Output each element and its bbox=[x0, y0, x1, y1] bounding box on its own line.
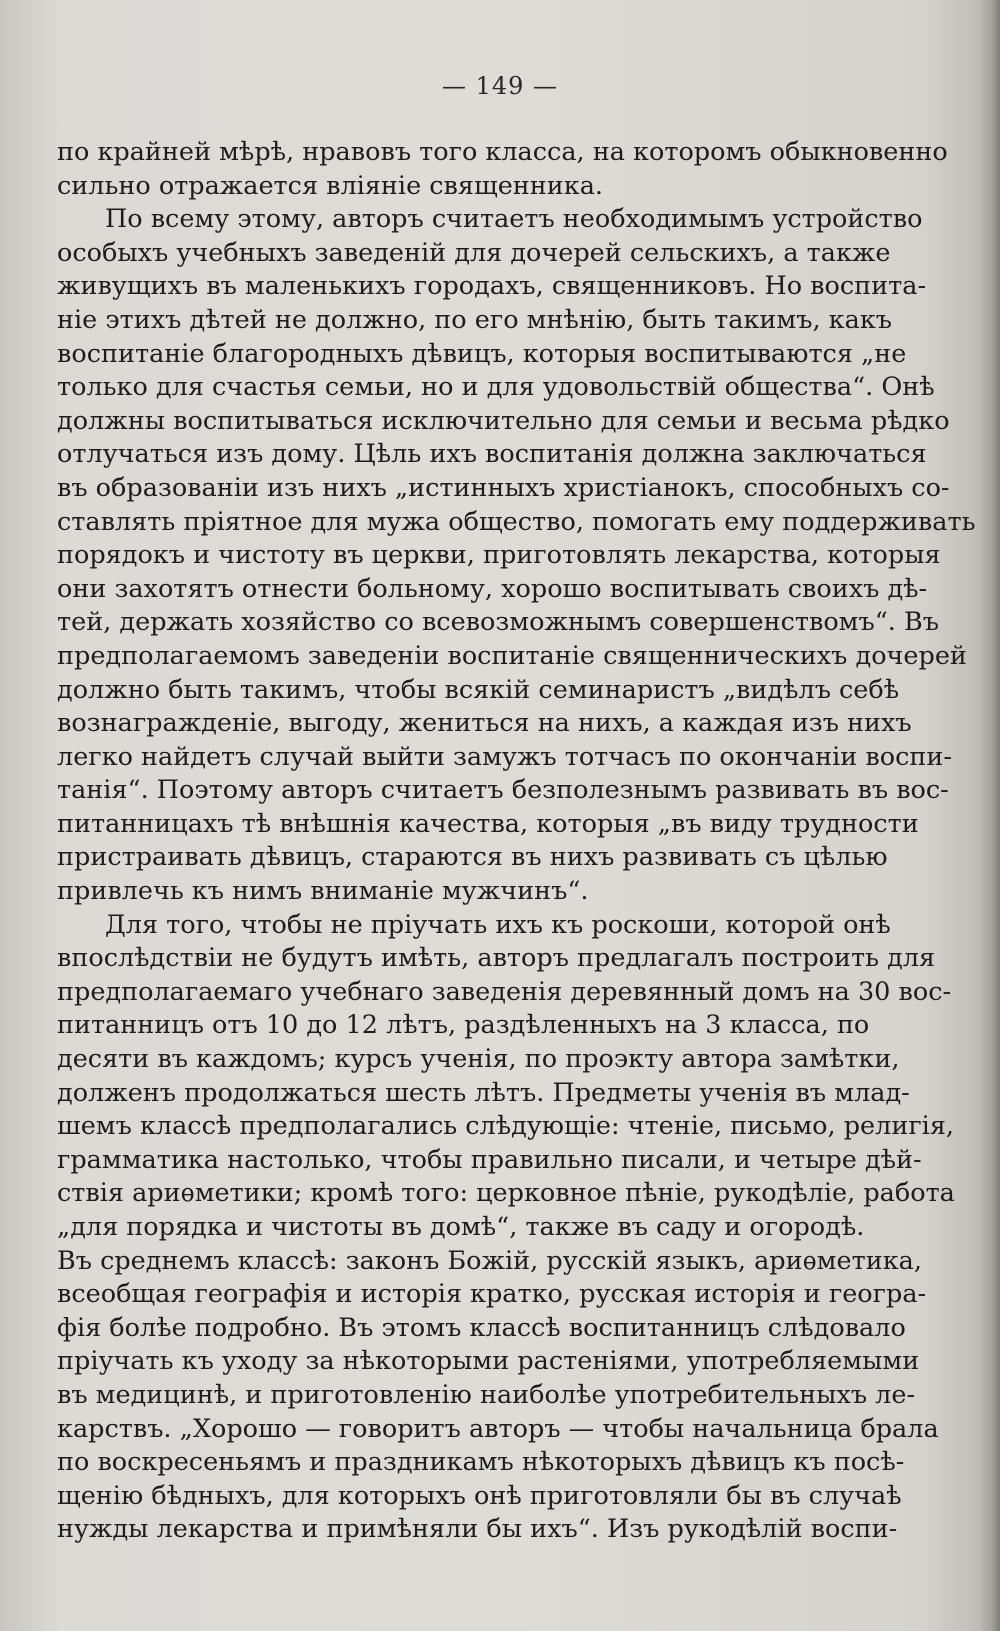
text-line: танія“. Поэтому авторъ считаетъ безполезнымъ развивать въ вос- bbox=[57, 775, 949, 806]
text-line: вознагражденіе, выгоду, жениться на нихъ, а каждая изъ нихъ bbox=[57, 708, 912, 739]
text-line: пристраивать дѣвицъ, стараются въ нихъ развивать съ цѣлью bbox=[57, 842, 888, 873]
paragraph bbox=[57, 203, 976, 908]
body-text bbox=[57, 136, 976, 1547]
text-line: пріучать къ уходу за нѣкоторыми растеніями, употребляемыми bbox=[57, 1346, 920, 1377]
page-number: — 149 — bbox=[441, 72, 559, 100]
text-line: ствія ариѳметики; кромѣ того: церковное пѣніе, рукодѣліе, работа bbox=[57, 1178, 955, 1209]
text-line: долженъ продолжаться шесть лѣтъ. Предметы ученія въ млад- bbox=[57, 1077, 910, 1108]
text-line: шемъ классѣ предполагались слѣдующіе: чтеніе, письмо, религія, bbox=[57, 1111, 955, 1142]
text-line: По всему этому, авторъ считаетъ необходимымъ устройство bbox=[105, 204, 923, 235]
text-line: впослѣдствіи не будутъ имѣть, авторъ предлагалъ построить для bbox=[57, 943, 936, 974]
paragraph bbox=[57, 909, 955, 1547]
text-line: щенію бѣдныхъ, для которыхъ онѣ приготовляли бы въ случаѣ bbox=[57, 1480, 902, 1511]
text-line: ніе этихъ дѣтей не должно, по его мнѣнію, быть такимъ, какъ bbox=[57, 304, 892, 335]
text-line: питанницъ отъ 10 до 12 лѣтъ, раздѣленныхъ на 3 класса, по bbox=[57, 1010, 870, 1041]
text-line: всеобщая географія и исторія кратко, русская исторія и геогра- bbox=[57, 1279, 927, 1310]
text-line: „для порядка и чистоты въ домѣ“, также въ саду и огородѣ. bbox=[57, 1212, 865, 1242]
page-spine-shadow bbox=[978, 0, 1000, 1631]
text-line: карствъ. „Хорошо — говоритъ авторъ — чтобы начальница брала bbox=[57, 1413, 939, 1444]
text-line: сильно отражается вліяніе священника. bbox=[57, 170, 604, 201]
text-line: только для счастья семьи, но и для удовольствій общества“. Онѣ bbox=[57, 372, 935, 403]
text-line: по воскресеньямъ и праздникамъ нѣкоторыхъ дѣвицъ къ посѣ- bbox=[57, 1447, 905, 1478]
text-line: по крайней мѣрѣ, нравовъ того класса, на которомъ обыкновенно bbox=[57, 137, 948, 167]
text-line: тей, держать хозяйство со всевозможнымъ совершенствомъ“. Въ bbox=[57, 607, 939, 638]
paragraph bbox=[57, 136, 948, 203]
text-line: ставлять пріятное для мужа общество, помогать ему поддерживать bbox=[57, 506, 976, 537]
text-line: особыхъ учебныхъ заведеній для дочерей сельскихъ, а также bbox=[57, 237, 891, 268]
text-line: порядокъ и чистоту въ церкви, приготовлять лекарства, которыя bbox=[57, 540, 941, 571]
text-line: они захотятъ отнести больному, хорошо воспитывать своихъ дѣ- bbox=[57, 573, 928, 604]
text-line: десяти въ каждомъ; курсъ ученія, по проэкту автора замѣтки, bbox=[57, 1044, 900, 1075]
text-line: живущихъ въ маленькихъ городахъ, священниковъ. Но воспита- bbox=[57, 271, 927, 302]
text-line: Для того, чтобы не пріучать ихъ къ роскоши, которой онѣ bbox=[105, 909, 891, 940]
text-line: должны воспитываться исключительно для семьи и весьма рѣдко bbox=[57, 405, 950, 436]
text-line: привлечь къ нимъ вниманіе мужчинъ“. bbox=[57, 876, 589, 907]
text-line: должно быть такимъ, чтобы всякій семинаристъ „видѣлъ себѣ bbox=[57, 674, 900, 705]
text-line: предполагаемаго учебнаго заведенія деревянный домъ на 30 вос- bbox=[57, 976, 952, 1007]
text-line: отлучаться изъ дому. Цѣль ихъ воспитанія должна заключаться bbox=[57, 439, 927, 470]
text-line: питанницахъ тѣ внѣшнія качества, которыя „въ виду трудности bbox=[57, 808, 919, 839]
text-line: легко найдетъ случай выйти замужъ тотчасъ по окончаніи воспи- bbox=[57, 741, 952, 772]
text-line: нужды лекарства и примѣняли бы ихъ“. Изъ рукодѣлій воспи- bbox=[57, 1514, 898, 1545]
text-line: фія болѣе подробно. Въ этомъ классѣ воспитанницъ слѣдовало bbox=[57, 1312, 906, 1343]
text-line: въ образованіи изъ нихъ „истинныхъ христіанокъ, способныхъ со- bbox=[57, 472, 950, 503]
text-line: предполагаемомъ заведеніи воспитаніе священническихъ дочерей bbox=[57, 640, 967, 671]
text-line: грамматика настолько, чтобы правильно писали, и четыре дѣй- bbox=[57, 1144, 922, 1175]
text-line: воспитаніе благородныхъ дѣвицъ, которыя воспитываются „не bbox=[57, 338, 907, 369]
text-line: Въ среднемъ классѣ: законъ Божій, русскій языкъ, ариѳметика, bbox=[57, 1245, 922, 1276]
text-line: въ медицинѣ, и приготовленію наиболѣе употребительныхъ ле- bbox=[57, 1379, 916, 1410]
